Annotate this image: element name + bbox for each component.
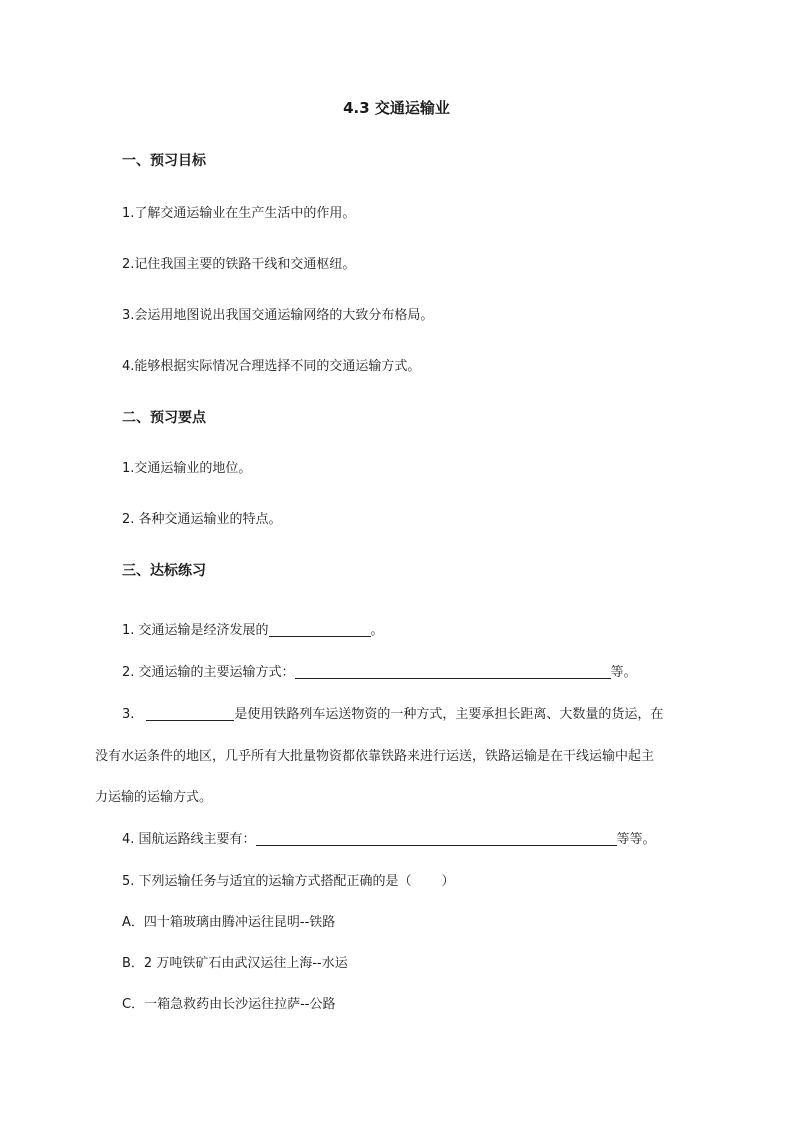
question-2-text: 2. 交通运输的主要运输方式： xyxy=(122,665,295,680)
question-3-line-1 xyxy=(122,706,663,724)
question-3-number: 3. xyxy=(122,707,135,722)
section-heading-exercises: 三、达标练习 xyxy=(122,563,206,579)
answer-blank[interactable] xyxy=(269,622,371,637)
answer-blank[interactable] xyxy=(256,831,617,846)
question-3-line-3: 力运输的运输方式。 xyxy=(95,790,213,805)
question-5-stem: 5. 下列运输任务与适宜的运输方式搭配正确的是（ xyxy=(122,874,412,889)
option-c: C．一箱急救药由长沙运往拉萨--公路 xyxy=(122,997,336,1012)
question-4-end: 等等。 xyxy=(616,832,656,847)
section-heading-key-points: 二、预习要点 xyxy=(122,410,206,426)
page-title: 4.3 交通运输业 xyxy=(343,99,450,117)
question-1-end: 。 xyxy=(370,623,384,638)
goal-item-2: 2.记住我国主要的铁路干线和交通枢纽。 xyxy=(122,257,356,272)
question-2-end: 等。 xyxy=(610,665,637,680)
question-2 xyxy=(122,664,637,682)
goal-item-4: 4.能够根据实际情况合理选择不同的交通运输方式。 xyxy=(122,359,421,374)
question-4 xyxy=(122,831,656,849)
question-5-stem-end: ） xyxy=(441,874,455,889)
question-5 xyxy=(122,873,455,891)
goal-item-1: 1.了解交通运输业在生产生活中的作用。 xyxy=(122,206,356,221)
option-a: A．四十箱玻璃由腾冲运往昆明--铁路 xyxy=(122,915,336,930)
key-point-2: 2. 各种交通运输业的特点。 xyxy=(122,512,282,527)
question-4-text: 4. 国航运路线主要有： xyxy=(122,832,256,847)
question-1-text: 1. 交通运输是经济发展的 xyxy=(122,623,269,638)
option-b: B．2 万吨铁矿石由武汉运往上海--水运 xyxy=(122,956,348,971)
key-point-1: 1.交通运输业的地位。 xyxy=(122,461,252,476)
question-3-text: 是使用铁路列车运送物资的一种方式，主要承担长距离、大数量的货运，在 xyxy=(234,707,664,722)
answer-blank[interactable] xyxy=(295,664,611,679)
question-3-line-2: 没有水运条件的地区，几乎所有大批量物资都依靠铁路来进行运送，铁路运输是在干线运输中起主 xyxy=(95,749,655,764)
goal-item-3: 3.会运用地图说出我国交通运输网络的大致分布格局。 xyxy=(122,308,434,323)
section-heading-preview-goals: 一、预习目标 xyxy=(122,153,206,169)
question-1 xyxy=(122,622,384,640)
answer-blank[interactable] xyxy=(146,706,234,721)
